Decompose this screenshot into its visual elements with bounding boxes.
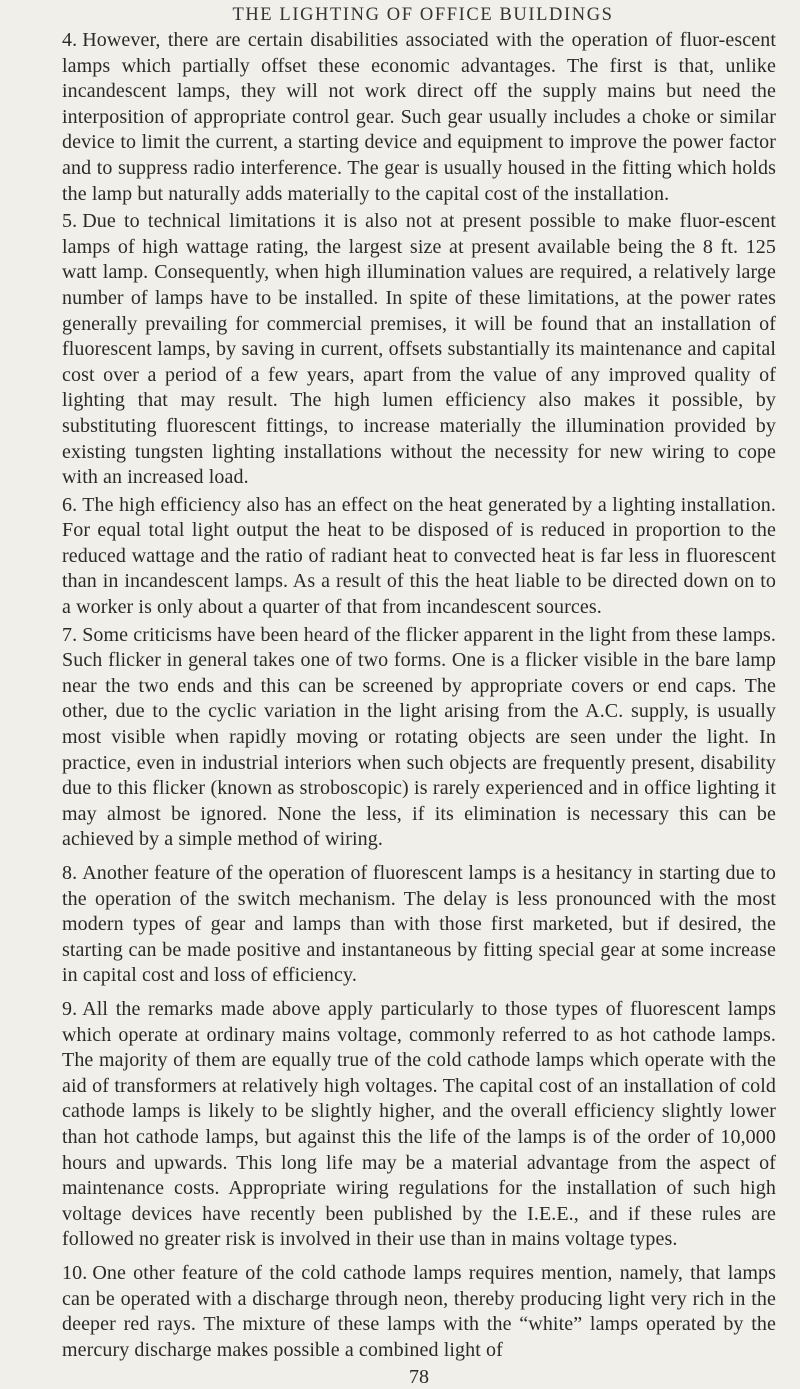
paragraph-text: The high efficiency also has an effect on the heat generated by a lighting installation. For equal total light output the heat to be disposed of is reduced in proportion to the reduced wattage and the ratio of radiant heat to convected heat is far less in fluorescent than in incandescent lamps. As a result of this the heat liable to be directed down on to a worker is only about a quarter of that from incandescent sources. xyxy=(62,493,776,619)
paragraph-7 xyxy=(62,623,776,853)
paragraph-6 xyxy=(62,493,776,621)
paragraph-number: 8. xyxy=(62,862,78,884)
paragraph-number: 10. xyxy=(62,1261,88,1284)
paragraph-number: 6. xyxy=(62,493,78,516)
paragraph-5 xyxy=(62,209,776,491)
running-head: THE LIGHTING OF OFFICE BUILDINGS xyxy=(232,5,614,25)
page-number: 78 xyxy=(409,1366,429,1389)
paragraph-text: All the remarks made above apply particularly to those types of fluorescent lamps which operate at ordinary mains voltage, commonly referred to as hot cathode lamps. The majority of them are equally true of the cold cathode lamps which operate with the aid of transformers at relatively high voltages. The capital cost of an installation of cold cathode lamps is likely to be slightly higher, and the overall efficiency slightly lower than hot cathode lamps, but against this the life of the lamps is of the order of 10,000 hours and upwards. This long life may be a material advantage from the aspect of maintenance costs. Appropriate wiring regulations for the installation of such high voltage devices have recently been published by the I.E.E., and if these rules are followed no greater risk is involved in their use than in mains voltage types. xyxy=(62,997,776,1251)
paragraph-text: Some criticisms have been heard of the flicker apparent in the light from these lamps. Such flicker in general takes one of two forms. One is a flicker visible in the bare lamp near the two ends and this can be screened by appropriate covers or end caps. The other, due to the cyclic variation in the light arising from the A.C. supply, is usually most visible when rapidly moving or rotating objects are seen under the light. In practice, even in industrial interiors when such objects are frequently present, disability due to this flicker (known as stroboscopic) is rarely experienced and in office lighting it may almost be ignored. None the less, if its elimination is necessary this can be achieved by a simple method of wiring. xyxy=(62,623,776,851)
paragraph-text: One other feature of the cold cathode lamps requires mention, namely, that lamps can be operated with a discharge through neon, thereby producing light very rich in the deeper red rays. The mixture of these lamps with the “white” lamps operated by the mercury discharge makes possible a combined light of xyxy=(62,1261,776,1361)
paragraph-text: However, there are certain disabilities associated with the operation of fluor-escent lamps which partially offset these economic advantages. The first is that, unlike incandescent lamps, they will not work direct off the supply mains but need the interposition of appropriate control gear. Such gear usually includes a choke or similar device to limit the current, a starting device and equipment to improve the power factor and to suppress radio interference. The gear is usually housed in the fitting which holds the lamp but naturally adds materially to the capital cost of the installation. xyxy=(62,29,776,205)
paragraph-text: Another feature of the operation of fluorescent lamps is a hesitancy in starting due to the operation of the switch mechanism. The delay is less pronounced with the most modern types of gear and lamps than with those first marketed, but if desired, the starting can be made positive and instantaneous by fitting special gear at some increase in capital cost and loss of efficiency. xyxy=(62,862,776,987)
paragraph-number: 4. xyxy=(62,29,78,51)
paragraph-number: 7. xyxy=(62,623,78,646)
paragraph-number: 9. xyxy=(62,997,78,1020)
paragraph-9 xyxy=(62,997,776,1253)
paragraph-10 xyxy=(62,1261,776,1363)
paragraph-4 xyxy=(62,28,776,207)
paragraph-number: 5. xyxy=(62,210,78,233)
paragraph-8 xyxy=(62,861,776,989)
paragraph-text: Due to technical limitations it is also not at present possible to make fluor-escent lamps of high wattage rating, the largest size at present available being the 8 ft. 125 watt lamp. Consequently, when high illumination values are required, a relatively large number of lamps have to be installed. In spite of these limitations, at the power rates generally prevailing for commercial premises, it will be found that an installation of fluorescent lamps, by saving in current, offsets substantially its maintenance and capital cost over a period of a few years, apart from the value of any improved quality of lighting that may result. The high lumen efficiency also makes it possible, by substituting fluorescent fittings, to increase materially the illumination provided by existing tungsten lighting installations without the necessity for new wiring to cope with an increased load. xyxy=(62,210,776,489)
